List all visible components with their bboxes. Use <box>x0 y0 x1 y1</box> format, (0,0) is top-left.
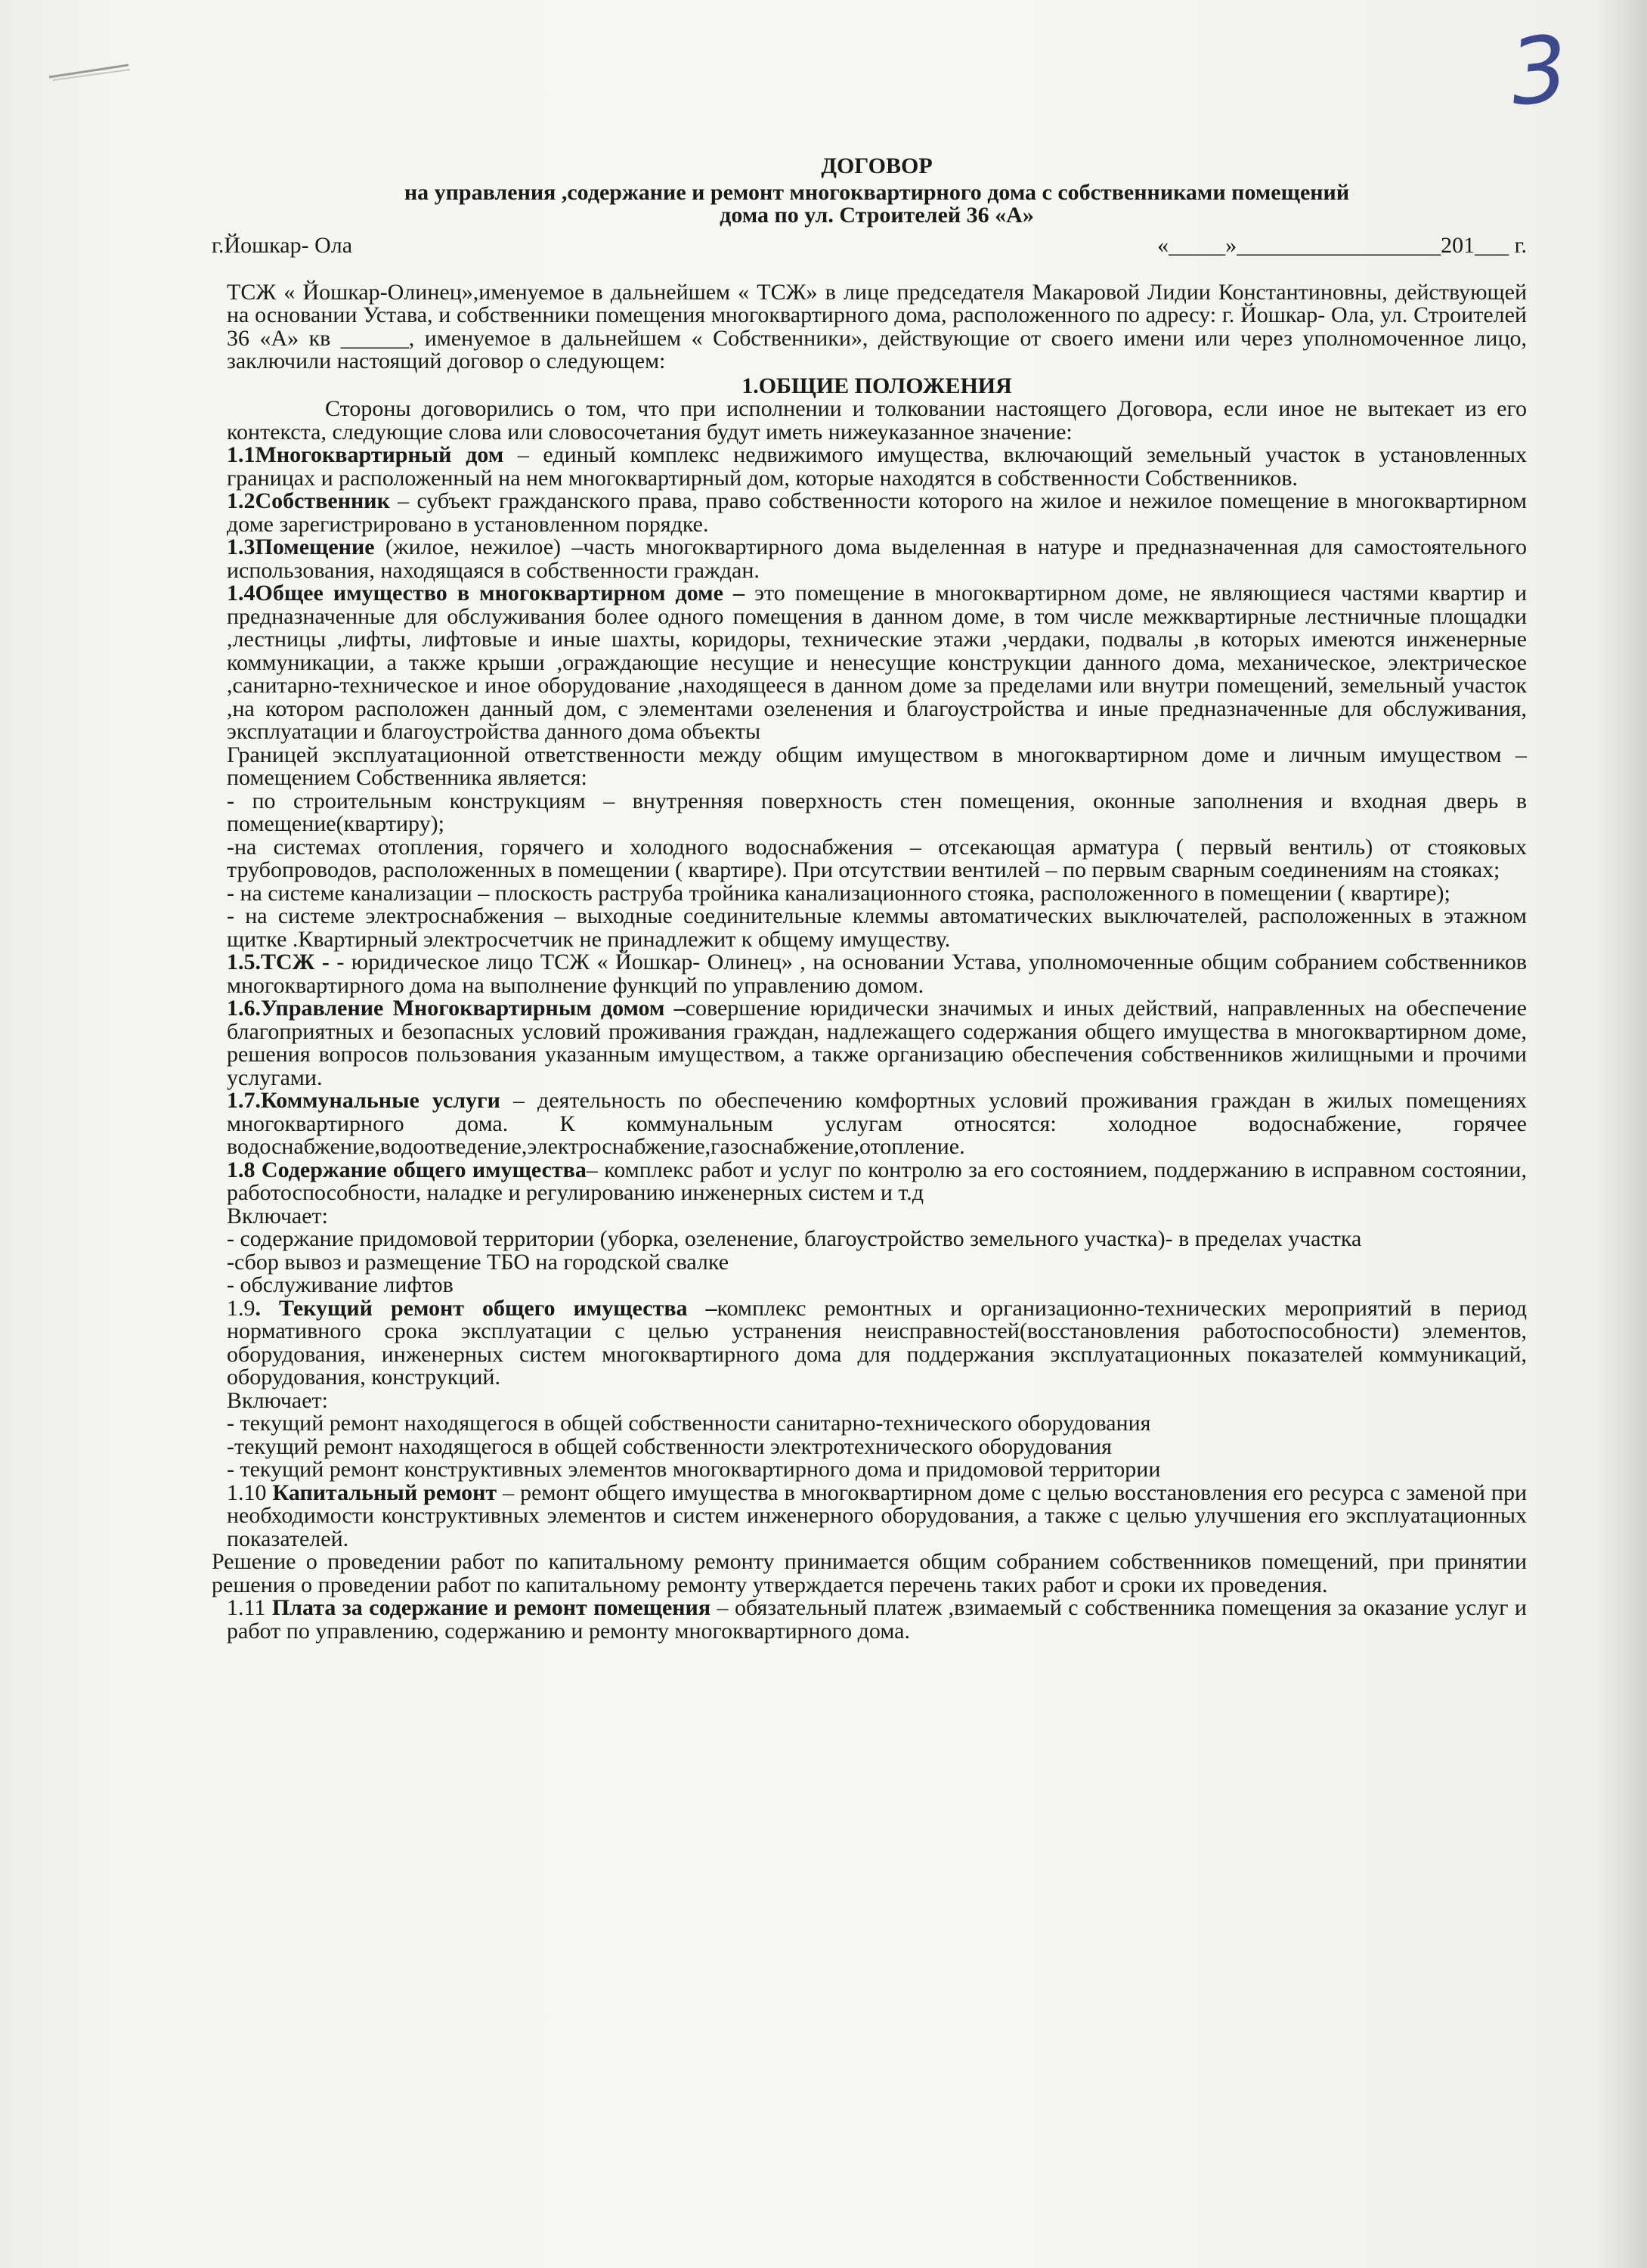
page-edge-shadow <box>1594 0 1647 2268</box>
document-title: ДОГОВОР <box>821 153 933 178</box>
item-1-10-term: Капитальный ремонт <box>272 1479 497 1505</box>
document-subtitle-line1: на управления ,содержание и ремонт многоквартирного дома с собственниками помещений <box>404 179 1350 205</box>
place-date-row <box>212 232 1527 265</box>
item-1-3 <box>227 536 1527 582</box>
handwritten-page-number: 3 <box>1504 16 1574 127</box>
item-1-9-bullet-2: -текущий ремонт находящегося в общей собственности электротехнического оборудования <box>227 1433 1112 1459</box>
item-1-9-bullet-1: - текущий ремонт находящегося в общей собственности санитарно-технического оборудования <box>227 1411 1151 1436</box>
city-label: г.Йошкар- Ола <box>212 232 353 258</box>
item-1-2-term: 1.2Собственник <box>227 488 390 513</box>
item-1-4-bullet-4: - на системе электроснабжения – выходные соединительные клеммы автоматических выключателей, расположенных в этажном щитке .Квартирный электросчетчик не принадлежит к общему имуществу. <box>227 903 1527 952</box>
item-1-10-num: 1.10 <box>227 1479 273 1505</box>
contract-document <box>212 153 1528 1644</box>
item-1-4 <box>227 582 1527 744</box>
item-1-1-text: – единый комплекс недвижимого имущества, включающий земельный участок в установленных границах и расположенный на нем многоквартирный дом, которые находятся в собственности Собственников. <box>227 442 1527 491</box>
item-1-7-text: – деятельность по обеспечению комфортных условий проживания граждан в жилых помещениях многоквартирного дома. К коммунальным услугам относятся: холодное водоснабжение, горячее водоснабжение,водоотведение,электроснабжение,газоснабжение,отопление. <box>227 1088 1527 1159</box>
item-1-4-term: 1.4Общее имущество в многоквартирном доме – <box>227 581 745 606</box>
item-1-2-text: – субъект гражданского права, право собственности которого на жилое и нежилое помещение в многоквартирном доме зарегистрировано в установленном порядке. <box>227 488 1527 537</box>
item-1-7 <box>227 1089 1527 1159</box>
item-1-10-decision: Решение о проведении работ по капитальному ремонту принимается общим собранием собственников помещений, при принятии решения о проведении работ по капитальному ремонту утверждается перечень таких работ и сроки их проведения. <box>212 1549 1527 1597</box>
document-subtitle-line2: дома по ул. Строителей 36 «А» <box>720 202 1034 228</box>
item-1-10-text: – ремонт общего имущества в многоквартирном доме с целью восстановления его ресурса с заменой при необходимости конструктивных элементов и систем инженерного оборудования, а также с целью улучшения его эксплуатационных показателей. <box>227 1479 1528 1551</box>
item-1-8-bullet-3: - обслуживание лифтов <box>227 1272 454 1297</box>
item-1-3-text: (жилое, нежилое) –часть многоквартирного дома выделенная в натуре и предназначенная для самостоятельного использования, находящаяся в собственности граждан. <box>227 534 1527 583</box>
item-1-11-num: 1.11 <box>227 1595 272 1620</box>
item-1-4-bullet-2: -на системах отопления, горячего и холодного водоснабжения – отсекающая арматура ( первый вентиль) от стояковых трубопроводов, расположенных в помещении ( квартире). При отсутствии вентилей – по первым сварным соединениям на стояках; <box>227 834 1527 882</box>
item-1-6-text: совершение юридически значимых и иных действий, направленных на обеспечение благоприятных и безопасных условий проживания граждан, надлежащего содержания общего имущества в многоквартирном доме, решения вопросов пользования указанным имуществом, а также организацию обеспечения собственников жилищными и прочими услугами. <box>227 996 1527 1090</box>
item-1-9-num: 1.9 <box>227 1295 255 1321</box>
item-1-5-text: - юридическое лицо ТСЖ « Йошкар- Олинец» , на основании Устава, уполномоченные общим собранием собственников многоквартирного дома на выполнение функций по управлению домом. <box>227 950 1527 998</box>
item-1-9-text: комплекс ремонтных и организационно-технических мероприятий в период нормативного срока эксплуатации с целью устранения неисправностей(восстановления работоспособности) элементов, оборудования, инженерных систем многоквартирного дома для поддержания эксплуатационных показателей коммуникаций, оборудования, конструкций. <box>227 1295 1527 1390</box>
item-1-8-term: 1.8 Содержание общего имущества <box>227 1157 587 1182</box>
item-1-2 <box>227 490 1527 536</box>
item-1-7-term: 1.7.Коммунальные услуги <box>227 1088 500 1113</box>
date-placeholder: «_____»__________________201___ г. <box>1157 232 1527 258</box>
item-1-5-term: 1.5.ТСЖ - <box>227 950 330 974</box>
item-1-9-bullet-3: - текущий ремонт конструктивных элементов многоквартирного дома и придомовой территории <box>227 1457 1161 1482</box>
definitions-intro: Стороны договорились о том, что при исполнении и толковании настоящего Договора, если иное не вытекает из его контекста, следующие слова или словосочетания будут иметь нижеуказанное значение: <box>227 396 1527 445</box>
item-1-5 <box>227 951 1527 997</box>
preamble: ТСЖ « Йошкар-Олинец»,именуемое в дальнейшем « ТСЖ» в лице председателя Макаровой Лидии Константиновны, действующей на основании Устава, и собственники помещения многоквартирного дома, расположенного по адресу: г. Йошкар- Ола, ул. Строителей 36 «А» кв ______, именуемое в дальнейшем « Собственники», действующие от своего имени или через уполномоченное лицо, заключили настоящий договор о следующем: <box>227 279 1527 373</box>
item-1-8 <box>227 1159 1527 1205</box>
item-1-4-border: Границей эксплуатационной ответственности между общим имуществом в многоквартирном доме и личным имуществом – помещением Собственника является: <box>227 742 1527 790</box>
item-1-1-term: 1.1Многоквартирный дом <box>227 442 504 467</box>
item-1-8-text: – комплекс работ и услуг по контролю за его состоянием, поддержанию в исправном состоянии, работоспособности, наладке и регулированию инженерных систем и т.д <box>227 1157 1527 1205</box>
item-1-10 <box>227 1479 1528 1551</box>
section-1-title: 1.ОБЩИЕ ПОЛОЖЕНИЯ <box>741 373 1012 398</box>
item-1-11 <box>227 1597 1527 1643</box>
item-1-4-bullet-3: - на системе канализации – плоскость раструба тройника канализационного стояка, расположенного в помещении ( квартире); <box>227 880 1450 906</box>
item-1-6 <box>227 997 1527 1089</box>
item-1-8-bullet-1: - содержание придомовой территории (уборка, озеленение, благоустройство земельного участка)- в пределах участка <box>227 1226 1362 1251</box>
item-1-8-bullet-2: -сбор вывоз и размещение ТБО на городской свалке <box>227 1249 729 1275</box>
item-1-1 <box>227 444 1527 490</box>
staple-mark <box>45 60 136 83</box>
item-1-6-term: 1.6.Управление Многоквартирным домом – <box>227 996 686 1021</box>
item-1-9 <box>227 1297 1527 1390</box>
item-1-11-text: – обязательный платеж ,взимаемый с собственника помещения за оказание услуг и работ по управлению, содержанию и ремонту многоквартирного дома. <box>227 1595 1527 1644</box>
item-1-4-text: это помещение в многоквартирном доме, не являющиеся частями квартир и предназначенные для обслуживания более одного помещения в данном доме, в том числе межквартирные лестничные площадки ,лестницы ,лифты, лифтовые и иные шахты, коридоры, технические этажи ,чердаки, подвалы ,в которых имеются инженерные коммуникации, а также крыши ,ограждающие несущие и ненесущие конструкции данного дома, механическое, электрическое ,санитарно-техническое и иное оборудование ,находящееся в данном доме за пределами или внутри помещений, земельный участок ,на котором расположен данный дом, с элементами озеленения и благоустройства и иные предназначенные для обслуживания, эксплуатации и благоустройства данного дома объекты <box>227 581 1527 744</box>
item-1-3-term: 1.3Помещение <box>227 534 375 559</box>
item-1-8-includes: Включает: <box>227 1203 328 1228</box>
item-1-4-bullet-1: - по строительным конструкциям – внутренняя поверхность стен помещения, оконные заполнения и входная дверь в помещение(квартиру); <box>227 788 1527 836</box>
item-1-9-includes: Включает: <box>227 1387 328 1413</box>
item-1-9-term: . Текущий ремонт общего имущества – <box>255 1295 717 1321</box>
item-1-11-term: Плата за содержание и ремонт помещения <box>271 1595 711 1620</box>
item-1-5-num <box>227 950 330 974</box>
